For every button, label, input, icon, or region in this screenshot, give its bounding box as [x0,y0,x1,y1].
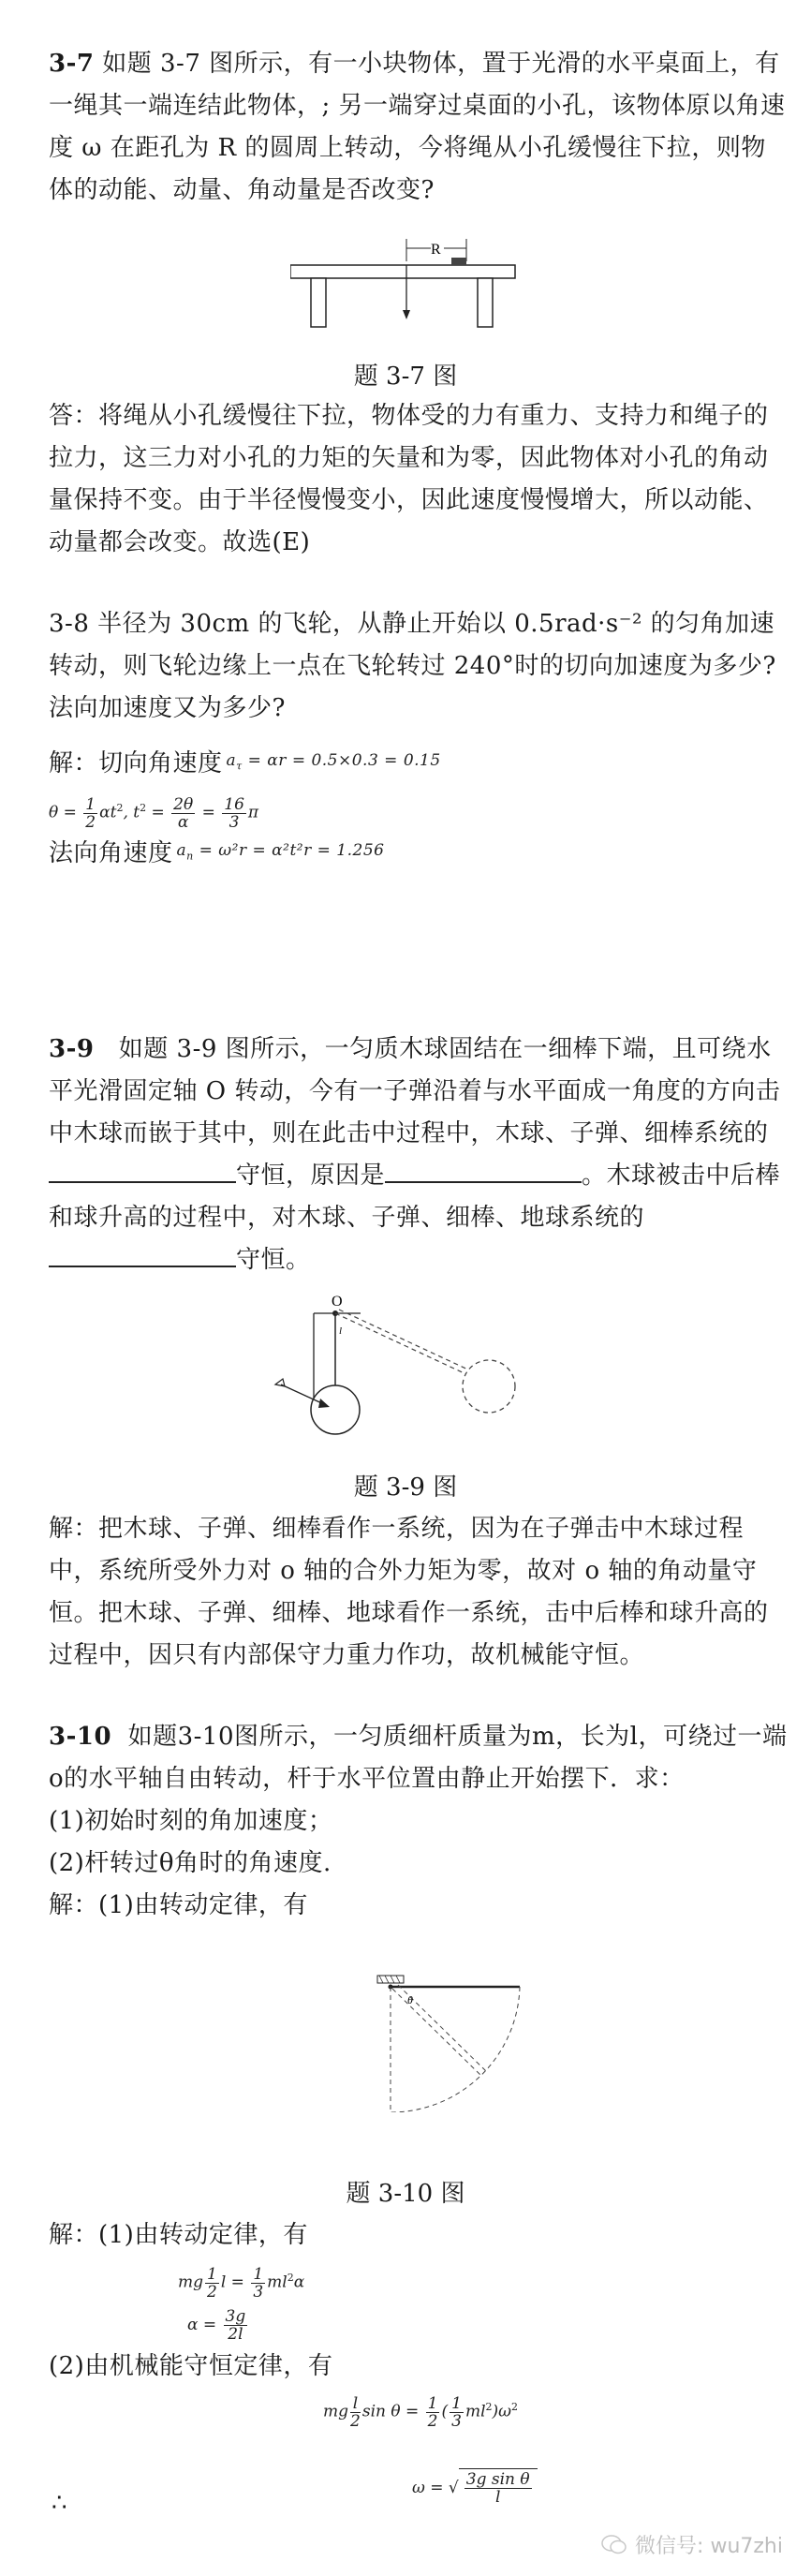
watermark: 微信号: wu7zhi [601,2530,783,2559]
eq-energy: mg $\frac{l}{2}$ sin θ = $\frac{1}{2}$ ( $\frac{1}{3}$ $ml^2)\omega^2$ [323,2393,519,2431]
fig-3-9-o-label: O [332,1294,343,1310]
table-leg-left [311,278,326,327]
answer-3-7: 答：将绳从小孔缓慢往下拉，物体受的力有重力、支持力和绳子的拉力，这三力对小孔的力矩的矢量和为零，因此物体对小孔的角动量保持不变。由于半径慢慢变小，因此速度慢慢增大，所以动能、动量都会改变。故选(E) [49,402,769,556]
q3-7-number: 3-7 [49,50,95,78]
wechat-icon [601,2534,627,2556]
q3-8-text: 3-8 半径为 30cm 的飞轮，从静止开始以 0.5rad·s⁻² 的匀角加速转动，则飞轮边缘上一点在飞轮转过 240°时的切向加速度为多少? 法向加速度又为多少? [49,610,776,722]
eq-tangential: = αr = 0.5×0.3 = 0.15 [247,751,441,770]
answer-3-9: 解：把木球、子弹、细棒看作一系统，因为在子弹击中木球过程中，系统所受外力对 o 轴的合外力矩为零，故对 o 轴的角动量守恒。把木球、子弹、细棒、地球看作一系统，击中后棒和球升高的过程中，因只有内部保守力重力作功，故机械能守恒。 [49,1515,769,1669]
therefore-symbol: ∴ [52,2489,68,2517]
svg-text:θ: θ [407,1993,413,2006]
blank-2[interactable] [385,1155,582,1183]
wooden-ball [311,1385,360,1434]
figure-3-9 [272,1293,543,1443]
eq-normal: = ω²r = α²t²r = 1.256 [199,841,385,861]
svg-text:l: l [339,1325,343,1337]
eq-theta: θ = $\frac{1}{2}$ $\alpha t^2$, $t^2$ = $\frac{2\theta}{\alpha}$ = $\frac{16}{3}$ π [49,795,259,833]
eq-alpha: α = $\frac{3g}{2l}$ [187,2307,246,2344]
blank-1[interactable] [49,1155,236,1183]
table-top [290,265,515,278]
solution-3-10: 解：(1)由转动定律，有 [49,2221,308,2249]
q3-8-solution: 解：切向角速度 $a_\tau = \alpha r = 0.5\times 0.3 = 0.15$ θ = $\frac{1}{2}$ $\alpha t^2$, $t^2$ = $\frac{2\theta}{\alpha}$ = $\frac{16}{3}$ π 法向角速度 $a_n = \omega^2r = \alpha^2t^2r = 1.256$ [49,740,789,878]
eq-omega: ω = √ $\frac{\text{3g sin θ}}{l}$ [412,2468,538,2507]
figure-3-7 [290,239,524,333]
eq-torque: mg $\frac{1}{2}$ l = $\frac{1}{3}$ $ml^2\alpha$ [178,2264,305,2302]
q3-10-block: 3-10 如题3-10图所示，一匀质细杆质量为m，长为l，可绕过一端o的水平轴自由转动，杆于水平位置由静止开始摆下．求： (1)初始时刻的角加速度； (2)杆转过θ角时的角速度. 解：(1)由转动定律，有 [49,1723,788,1919]
figure-3-10 [370,1972,538,2112]
q3-8-block [49,603,789,730]
q3-9-block: 3-9 如题 3-9 图所示，一匀质木球固结在一细棒下端，且可绕水平光滑固定轴 O 转动，今有一子弹沿着与水平面成一角度的方向击中木球而嵌于其中，则在此击中过程中，木球、子弹、细棒系统的守恒，原因是 。木球被击中后棒和球升高的过程中，对木球、子弹、细棒、地球系统的守恒。 [49,1035,781,1274]
caption-3-9: 题 3-9 图 [353,1473,458,1502]
wooden-ball-raised [463,1360,515,1413]
fig-3-7-label: R [431,242,441,258]
caption-3-7: 题 3-7 图 [353,363,458,391]
caption-3-10: 题 3-10 图 [346,2180,465,2208]
blank-3[interactable] [49,1239,236,1267]
q3-7-block [49,43,789,212]
table-leg-right [478,278,493,327]
q3-7-text: 如题 3-7 图所示，有一小块物体，置于光滑的水平桌面上，有一绳其一端连结此物体，; 另一端穿过桌面的小孔，该物体原以角速度 ω 在距孔为 R 的圆周上转动，今将绳从小孔缓慢往下拉，则物体的动能、动量、角动量是否改变? [49,50,786,204]
